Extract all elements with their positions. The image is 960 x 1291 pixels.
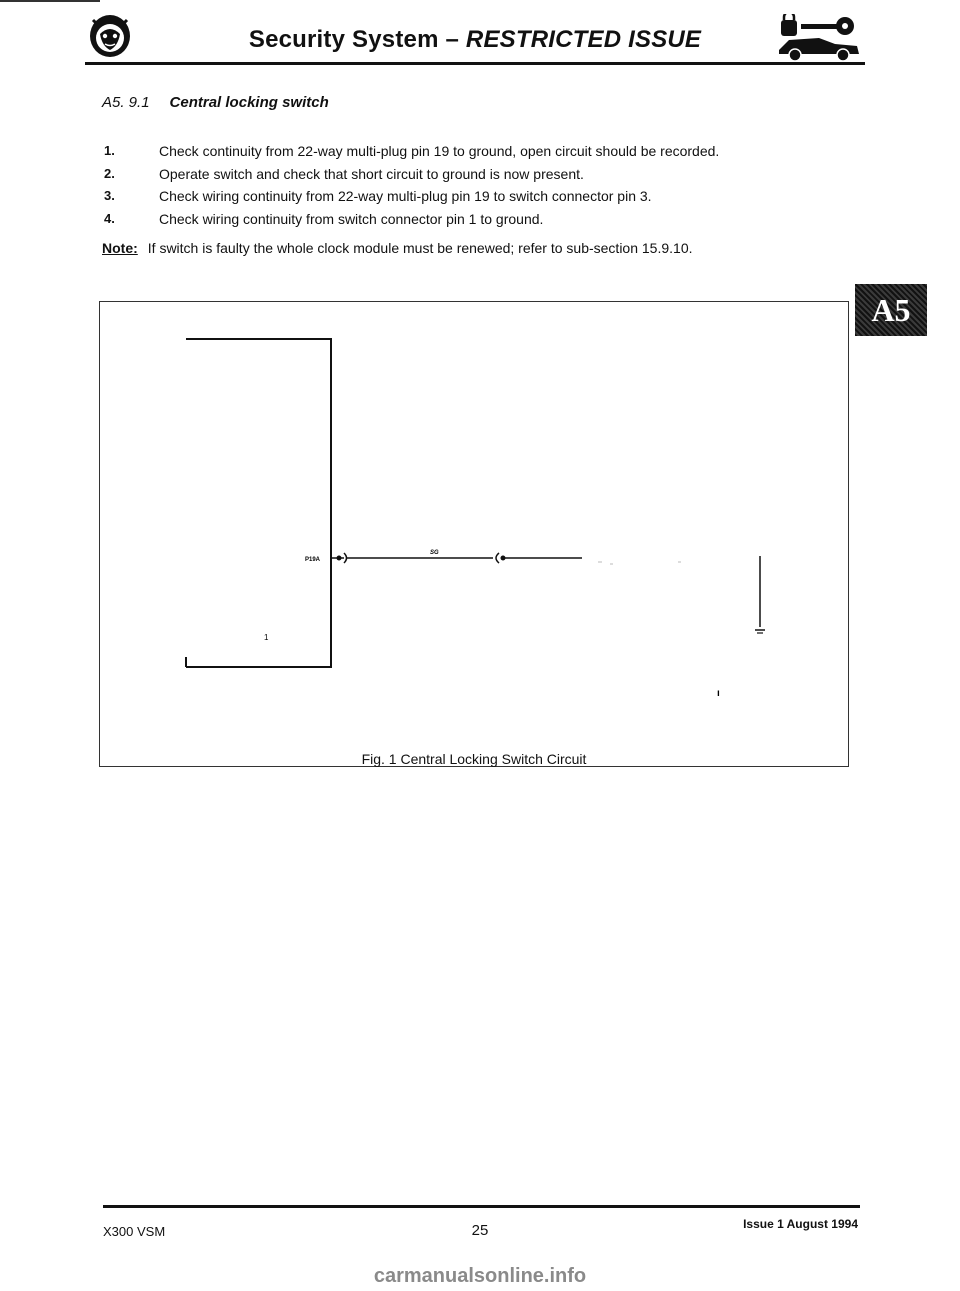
header-divider: [85, 62, 865, 65]
page-title: [85, 26, 865, 54]
car-lock-key-icon: [773, 14, 865, 62]
footer-divider: [103, 1205, 860, 1208]
footer-manual-id: X300 VSM: [103, 1224, 166, 1239]
small-mark: ı: [717, 688, 720, 699]
note-label: Note:: [102, 240, 138, 256]
list-item: [104, 142, 804, 165]
title-restricted: RESTRICTED ISSUE: [465, 26, 702, 53]
procedure-steps: [104, 142, 804, 232]
step-number: 4.: [104, 210, 115, 226]
wire-label: SG: [430, 550, 439, 556]
section-tab-a5[interactable]: A5: [855, 284, 927, 336]
list-item: [104, 187, 804, 210]
list-item: [104, 165, 804, 188]
section-heading: [102, 94, 329, 111]
watermark: carmanualsonline.info: [373, 1265, 587, 1287]
footer-issue: Issue 1 August 1994: [743, 1217, 858, 1231]
note-text: If switch is faulty the whole clock module must be renewed; refer to sub-section 15.9.10.: [147, 240, 693, 256]
circuit-figure: [99, 301, 849, 767]
section-title: Central locking switch: [169, 94, 329, 111]
note: [102, 240, 693, 256]
step-number: 2.: [104, 165, 115, 181]
page-header: [85, 12, 865, 64]
connector-pin-left: [337, 556, 342, 561]
step-number: 3.: [104, 188, 115, 203]
page-number: 25: [471, 1222, 489, 1239]
top-edge-line: [0, 0, 100, 2]
step-number: 1.: [104, 143, 115, 158]
figure-caption: Fig. 1 Central Locking Switch Circuit: [361, 751, 587, 767]
module-outline: [186, 339, 331, 667]
connector-right: [496, 553, 499, 563]
step-text: Operate switch and check that short circuit to ground is now present.: [159, 165, 584, 182]
section-number: A5. 9.1: [102, 94, 150, 111]
circuit-diagram: [100, 302, 848, 766]
list-item: [104, 210, 804, 233]
step-text: Check wiring continuity from 22-way multi-plug pin 19 to switch connector pin 3.: [159, 188, 652, 204]
step-text: Check continuity from 22-way multi-plug pin 19 to ground, open circuit should be recorded.: [159, 143, 720, 159]
title-prefix: Security System –: [248, 26, 466, 53]
step-text: Check wiring continuity from switch connector pin 1 to ground.: [159, 210, 544, 227]
module-pin-label: 1: [264, 633, 269, 642]
pin-label: P19A: [305, 557, 321, 563]
